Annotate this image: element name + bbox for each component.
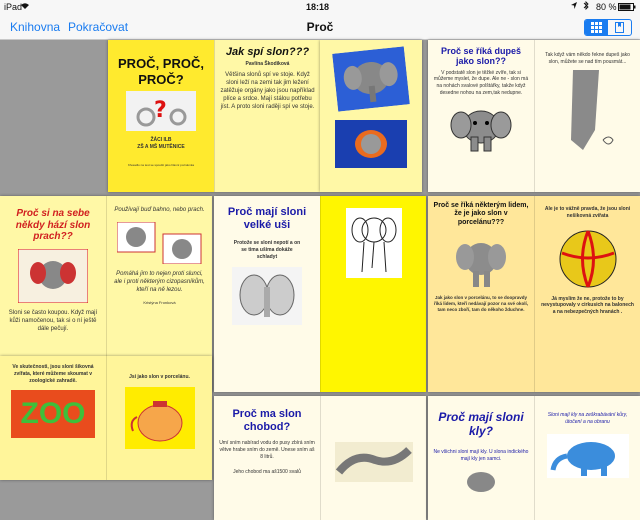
page-heading: Proč se říká dupeš jako slon?? xyxy=(440,46,522,67)
page-author: Pavlína Škodíková xyxy=(245,61,290,67)
page-text: Ne všichni sloni mají kly. U slona indického mají kly jen samci. xyxy=(433,448,529,462)
book-page-right xyxy=(106,356,212,480)
page-text: Tak když vám někdo řekne dupeš jako slon, můžete se nad tím pousmát... xyxy=(545,52,630,65)
book-page-left xyxy=(214,196,320,392)
status-time: 18:18 xyxy=(306,2,330,12)
book-page-right xyxy=(320,396,426,520)
page-heading: Proč se říká některým lidem, že je jako slon v porcelánu??? xyxy=(433,202,529,226)
page-text: Jsi jako slon v porcelánu. xyxy=(129,374,190,380)
device-name: iPad xyxy=(4,2,23,12)
book-grid xyxy=(0,40,640,480)
library-button[interactable]: Knihovna xyxy=(10,20,61,34)
svg-text:?: ? xyxy=(154,98,167,124)
page-text: Sloni mají kly na zeškrabávání kůry, útočení a na obranu xyxy=(547,412,628,425)
elephant-small-drawing xyxy=(461,468,501,492)
book-kly[interactable] xyxy=(428,396,640,520)
status-bar xyxy=(0,0,640,14)
grid-view-button[interactable] xyxy=(585,20,608,35)
page-text-2: Jeho chobod ma aš1500 svalů xyxy=(233,468,301,475)
page-text: Jak jako slon v porcelánu, to se doopravdy říká lidem, kteří nedávají pozor na své okolí, tam neco zboří, tam do někoho žduchne. xyxy=(433,295,529,313)
elephant-leg-drawing xyxy=(553,70,623,160)
book-caption: ŽÁCI ILB ZŠ A MŠ MUTĚNICE xyxy=(137,137,185,150)
bluetooth-icon xyxy=(583,1,589,12)
trunk-drawing xyxy=(335,442,413,482)
wifi-icon xyxy=(20,2,30,12)
elephant-drawing-pair xyxy=(117,222,203,264)
elephant-tusk-drawing xyxy=(547,434,629,478)
book-jak-spi-slon[interactable] xyxy=(108,40,320,192)
bookmark-icon xyxy=(615,22,624,33)
book-page-left xyxy=(428,40,534,192)
elephant-drawing-clouds xyxy=(335,120,407,168)
book-page-left xyxy=(428,196,534,392)
page-text-2: Pomáhá jim to nejen proti slunci, ale i proti některým cizopasníkům, kteří na ně lezou. xyxy=(114,271,205,294)
battery-icon xyxy=(618,3,636,13)
book-chobot[interactable] xyxy=(214,396,426,520)
elephant-line-drawing xyxy=(346,208,402,278)
elephant-drawing-red xyxy=(18,249,88,303)
book-page-right xyxy=(320,196,426,392)
elephant-ears-sketch xyxy=(232,267,302,325)
page-text: V podstatě slon je těžké zvíře, tak si můžeme myslet, že dupe. Ale ne - slon má na nohách svalové polštářky, takže když desedne nohou na zem,tak nedupne. xyxy=(433,69,529,96)
book-footer: Křesadlo na test se spouští jako hlavní poznámka xyxy=(127,162,195,167)
elephant-photos-page[interactable] xyxy=(320,40,422,192)
circus-ball-drawing xyxy=(557,228,619,290)
book-page-left xyxy=(214,396,320,520)
page-title: Proč xyxy=(306,20,334,34)
page-heading: Proč mají sloni kly? xyxy=(438,410,524,439)
view-toggle xyxy=(584,19,632,36)
page-text: Protože se sloni nepotí a on se tima ušima dokáže schladyt xyxy=(233,240,301,260)
question-gears-image xyxy=(126,91,196,131)
bookmark-view-button[interactable] xyxy=(608,20,631,35)
book-page-right xyxy=(214,40,320,192)
page-text-1: Ale je to vážně pravda, že jsou sloni nešikovná zvířata xyxy=(544,206,631,219)
location-icon xyxy=(570,1,578,12)
book-dupes-jako-slon[interactable] xyxy=(428,40,640,192)
page-text: Většina slonů spí ve stoje. Když sloni leží na zemi tak jim ležení zatěžuje orgány jako jsou například plíce a srdce. Mají stálou potřebu jíst. A proto sloni raději spí ve stoje. xyxy=(220,71,315,111)
battery-percent: 80 % xyxy=(596,2,617,12)
nav-bar xyxy=(0,14,640,40)
grid-icon xyxy=(591,22,602,33)
page-author: Kristýna Fronková xyxy=(143,300,176,306)
continue-button[interactable]: Pokračovat xyxy=(68,20,129,34)
book-page-right xyxy=(534,396,640,520)
book-page-left xyxy=(0,356,106,480)
book-title: PROČ, PROČ, PROČ? xyxy=(118,56,204,87)
book-zoo[interactable] xyxy=(0,356,212,480)
page-text-1: Používají buď bahno, nebo prach. xyxy=(114,207,205,213)
page-text-2: Já myslím že ne, protože to by nevystupovaly v cirkusich na balonech a na nebezpečných hranách . xyxy=(541,295,634,315)
page-heading: Proč ma slon chobod? xyxy=(232,408,302,434)
elephant-drawing-grey xyxy=(451,233,511,291)
page-text: Umí sním nabírad vodu do pusy zbírá sním větve hrabe sním do země. Unese sním aš 8 litrů. xyxy=(219,440,315,460)
elephant-cartoon xyxy=(449,103,513,155)
page-heading: Proč mají sloni velké uši xyxy=(227,206,307,232)
book-page-left xyxy=(428,396,534,520)
book-velke-usi[interactable] xyxy=(214,196,426,392)
page-heading: Proč si na sebe někdy hází slon prach?? xyxy=(15,208,91,242)
book-page-photos xyxy=(320,40,422,192)
teapot-drawing xyxy=(125,387,195,449)
book-page-right xyxy=(534,196,640,392)
page-text: Sloni se často koupou. Když mají kůži namočenou, tak si o ní ještě dále pečují. xyxy=(8,309,98,332)
book-page-right xyxy=(534,40,640,192)
book-page-left xyxy=(108,40,214,192)
book-slon-v-porcelanu[interactable] xyxy=(428,196,640,392)
zoo-sign: ZOO xyxy=(11,390,95,438)
page-heading: Jak spí slon??? xyxy=(225,46,310,58)
elephant-drawing-blue xyxy=(332,46,410,111)
page-text: Ve skutečnosti, jsou sloni šikovná zvířata, které můžeme skoumat v zoologické zahradě. xyxy=(12,364,94,384)
